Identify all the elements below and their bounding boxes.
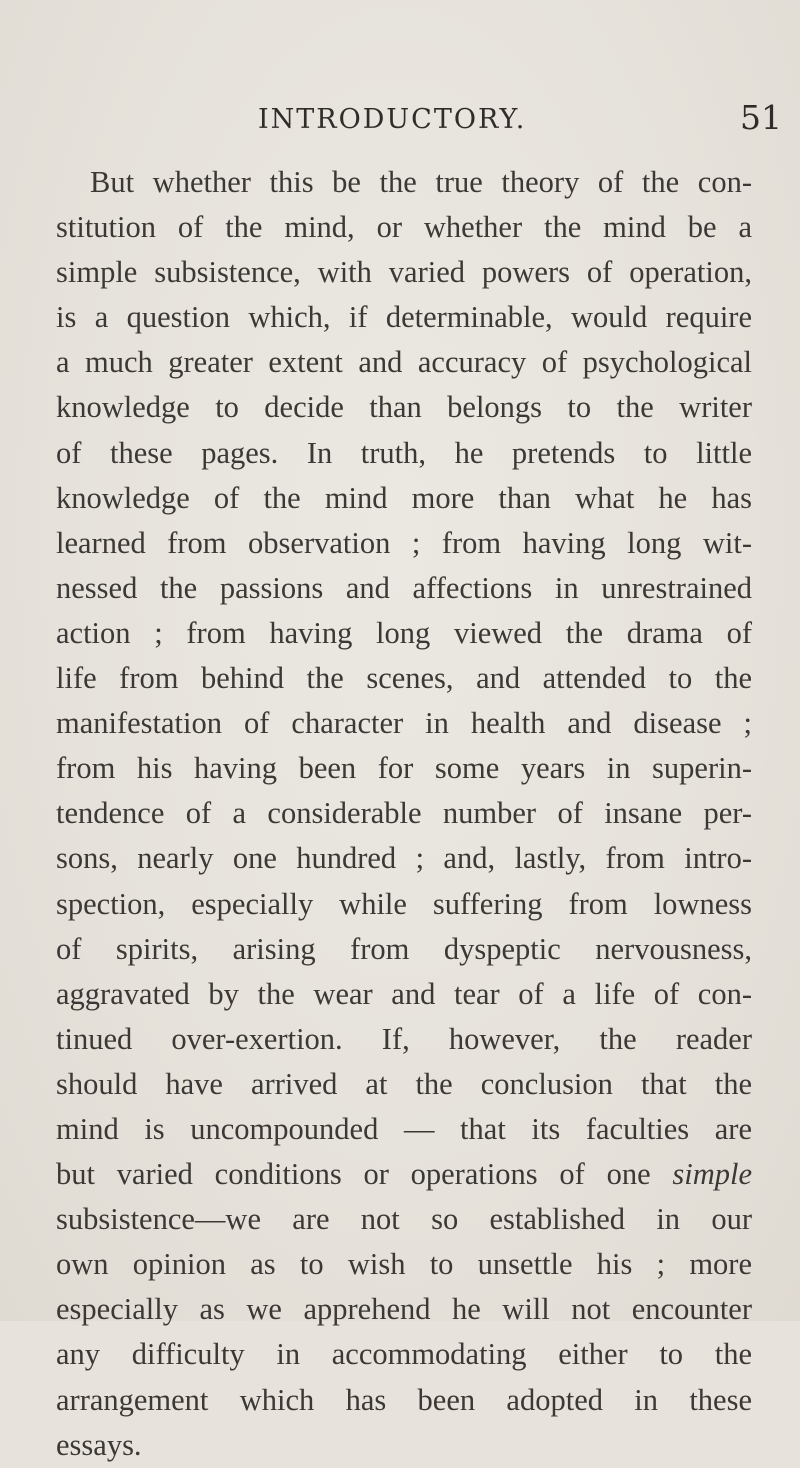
text-line: knowledge of the mind more than what he has <box>56 480 752 515</box>
text-line: any difficulty in accommodating either to the <box>56 1337 752 1372</box>
text-line: aggravated by the wear and tear of a life of con- <box>56 976 752 1011</box>
text-line: action ; from having long viewed the drama of <box>56 615 752 650</box>
italic-word: simple <box>672 1157 752 1192</box>
text-line: nessed the passions and affections in unrestrained <box>56 570 752 605</box>
text-line: learned from observation ; from having long wit- <box>56 525 752 560</box>
body-paragraph <box>56 160 752 1468</box>
text-line: life from behind the scenes, and attended to the <box>56 661 752 696</box>
running-head <box>0 98 800 144</box>
text-line: tinued over-exertion. If, however, the reader <box>56 1021 752 1056</box>
text-line: spection, especially while suffering from lowness <box>56 886 752 921</box>
text-line: should have arrived at the conclusion that the <box>56 1066 752 1101</box>
text-line: a much greater extent and accuracy of psychological <box>56 345 752 380</box>
text-line: of these pages. In truth, he pretends to little <box>56 435 752 470</box>
text-line: stitution of the mind, or whether the mind be a <box>56 210 752 245</box>
text-line: of spirits, arising from dyspeptic nervousness, <box>56 931 752 966</box>
text-line: tendence of a considerable number of insane per- <box>56 796 752 831</box>
text-line: arrangement which has been adopted in these <box>56 1382 752 1417</box>
text-line: But whether this be the true theory of the con- <box>90 165 752 199</box>
text-line: essays. <box>56 1427 142 1462</box>
page-number: 51 <box>740 98 782 137</box>
running-title: INTRODUCTORY. <box>258 104 527 135</box>
text-line: but varied conditions or operations of one simple <box>56 1157 752 1192</box>
text-line: especially as we apprehend he will not encounter <box>56 1292 752 1327</box>
text-line: sons, nearly one hundred ; and, lastly, from intro- <box>56 841 752 876</box>
text-line: own opinion as to wish to unsettle his ; more <box>56 1247 752 1282</box>
text-line: simple subsistence, with varied powers of operation, <box>56 255 752 290</box>
text-line: from his having been for some years in superin- <box>56 751 752 786</box>
text-line: manifestation of character in health and disease ; <box>56 706 752 741</box>
text-line: mind is uncompounded — that its faculties are <box>56 1111 752 1146</box>
text-line: knowledge to decide than belongs to the writer <box>56 390 752 425</box>
text-line: subsistence—we are not so established in our <box>56 1202 752 1237</box>
text-line: is a question which, if determinable, would require <box>56 300 752 335</box>
